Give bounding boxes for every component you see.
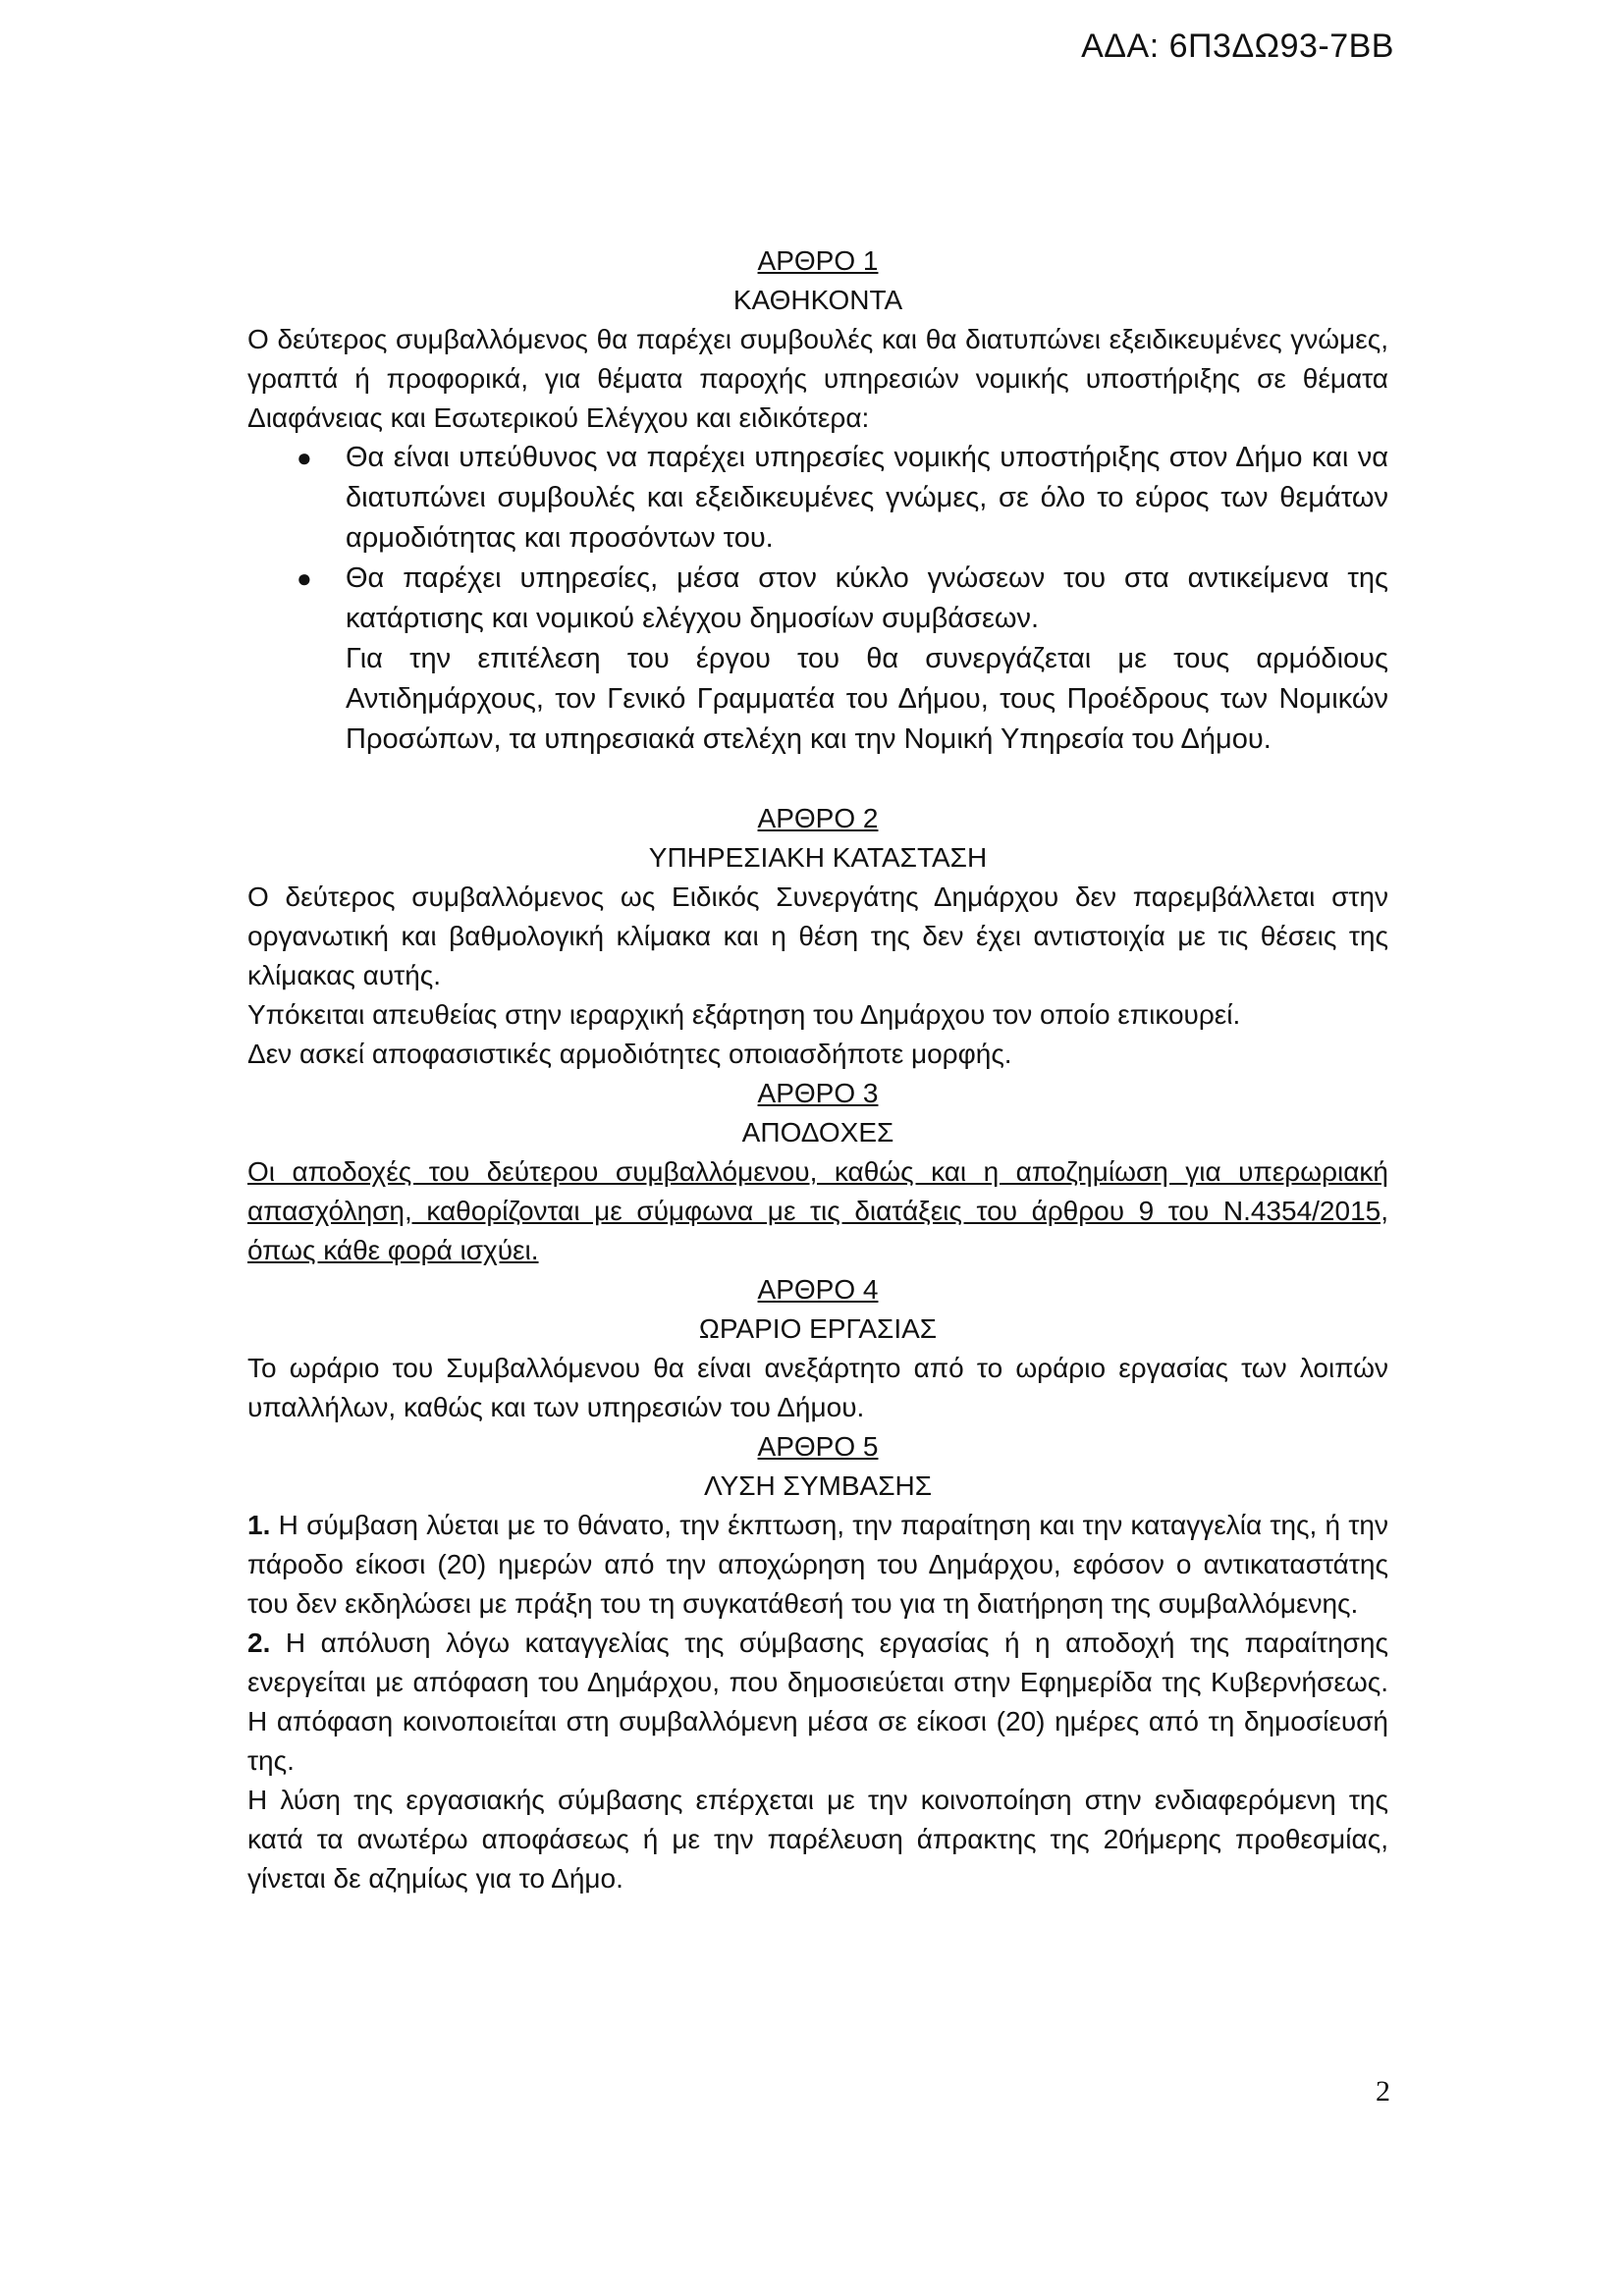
article-4 — [247, 1270, 1388, 1427]
article-4-number: ΑΡΘΡΟ 4 — [757, 1274, 879, 1305]
article-2-number: ΑΡΘΡΟ 2 — [757, 803, 879, 833]
article-3 — [247, 1074, 1388, 1270]
article-2-para-3: Δεν ασκεί αποφασιστικές αρμοδιότητες οποιασδήποτε μορφής. — [247, 1039, 1012, 1069]
page-number: 2 — [1376, 2075, 1390, 2108]
article-4-title: ΩΡΑΡΙΟ ΕΡΓΑΣΙΑΣ — [698, 1313, 938, 1344]
bullet-icon: ● — [297, 443, 312, 472]
article-1-number: ΑΡΘΡΟ 1 — [757, 245, 879, 276]
article-1-intro: Ο δεύτερος συμβαλλόμενος θα παρέχει συμβουλές και θα διατυπώνει εξειδικευμένες γνώμες, γραπτά ή προφορικά, για θέματα παροχής υπηρεσιών νομικής υποστήριξης σε θέματα Διαφάνειας και Εσωτερικού Ελέγχου και ειδικότερα: — [247, 324, 1388, 433]
item-number: 1. — [247, 1510, 271, 1540]
article-5-para: Η λύση της εργασιακής σύμβασης επέρχεται με την κοινοποίηση στην ενδιαφερόμενη της κατά τα ανωτέρω αποφάσεως ή με την παρέλευση άπρακτης της 20ήμερης προθεσμίας, γίνεται δε αζημίως για το Δήμο. — [247, 1785, 1388, 1894]
article-4-para: Το ωράριο του Συμβαλλόμενου θα είναι ανεξάρτητο από το ωράριο εργασίας των λοιπών υπαλλήλων, καθώς και των υπηρεσιών του Δήμου. — [247, 1353, 1388, 1422]
document-body — [247, 241, 1388, 1898]
bullet-text: Θα παρέχει υπηρεσίες, μέσα στον κύκλο γνώσεων του στα αντικείμενα της κατάρτισης και νομικού ελέγχου δημοσίων συμβάσεων. — [346, 562, 1388, 634]
bullet-icon: ● — [297, 563, 312, 593]
article-2 — [247, 799, 1388, 1074]
ada-code: ΑΔΑ: 6Π3ΔΩ93-7ΒΒ — [1081, 27, 1394, 65]
article-3-para: Οι αποδοχές του δεύτερου συμβαλλόμενου, καθώς και η αποζημίωση για υπερωριακή απασχόληση, καθορίζονται με σύμφωνα με τις διατάξεις του άρθρου 9 του Ν.4354/2015, όπως κάθε φορά ισχύει. — [247, 1156, 1388, 1265]
article-5-title: ΛΥΣΗ ΣΥΜΒΑΣΗΣ — [703, 1470, 933, 1501]
article-5-item-2 — [247, 1624, 1388, 1781]
spacer — [247, 760, 1388, 799]
item-number: 2. — [247, 1628, 271, 1658]
article-3-title: ΑΠΟΔΟΧΕΣ — [741, 1117, 894, 1148]
article-1-bullet-list — [247, 438, 1388, 639]
article-1 — [247, 241, 1388, 760]
article-5-item-1 — [247, 1506, 1388, 1624]
article-2-para-1: Ο δεύτερος συμβαλλόμενος ως Ειδικός Συνεργάτης Δημάρχου δεν παρεμβάλλεται στην οργανωτική και βαθμολογική κλίμακα και η θέση της δεν έχει αντιστοιχία με τις θέσεις της κλίμακας αυτής. — [247, 881, 1388, 990]
article-1-bullet-item — [297, 559, 1388, 639]
bullet-text: Θα είναι υπεύθυνος να παρέχει υπηρεσίες νομικής υποστήριξης στον Δήμο και να διατυπώνει συμβουλές και εξειδικευμένες γνώμες, σε όλο το εύρος των θεμάτων αρμοδιότητας και προσόντων του. — [346, 442, 1388, 554]
article-1-bullet-item — [297, 438, 1388, 559]
article-5-number: ΑΡΘΡΟ 5 — [757, 1431, 879, 1462]
article-3-number: ΑΡΘΡΟ 3 — [757, 1078, 879, 1108]
article-2-title: ΥΠΗΡΕΣΙΑΚΗ ΚΑΤΑΣΤΑΣΗ — [648, 842, 988, 873]
item-text: Η σύμβαση λύεται με το θάνατο, την έκπτωση, την παραίτηση και την καταγγελία της, ή την πάροδο είκοσι (20) ημερών από την αποχώρηση του Δημάρχου, εφόσον ο αντικαταστάτης του δεν εκδηλώσει με πράξη του τη συγκατάθεσή του για τη διατήρηση της συμβαλλόμενης. — [247, 1510, 1388, 1619]
article-1-followup: Για την επιτέλεση του έργου του θα συνεργάζεται με τους αρμόδιους Αντιδημάρχους, τον Γενικό Γραμματέα του Δήμου, τους Προέδρους των Νομικών Προσώπων, τα υπηρεσιακά στελέχη και την Νομική Υπηρεσία του Δήμου. — [346, 643, 1388, 755]
article-1-title: ΚΑΘΗΚΟΝΤΑ — [732, 285, 903, 315]
article-2-para-2: Υπόκειται απευθείας στην ιεραρχική εξάρτηση του Δημάρχου τον οποίο επικουρεί. — [247, 999, 1241, 1030]
item-text: Η απόλυση λόγω καταγγελίας της σύμβασης εργασίας ή η αποδοχή της παραίτησης ενεργείται με απόφαση του Δημάρχου, που δημοσιεύεται στην Εφημερίδα της Κυβερνήσεως. Η απόφαση κοινοποιείται στη συμβαλλόμενη μέσα σε είκοσι (20) ημέρες από τη δημοσίευσή της. — [247, 1628, 1388, 1776]
article-5 — [247, 1427, 1388, 1898]
